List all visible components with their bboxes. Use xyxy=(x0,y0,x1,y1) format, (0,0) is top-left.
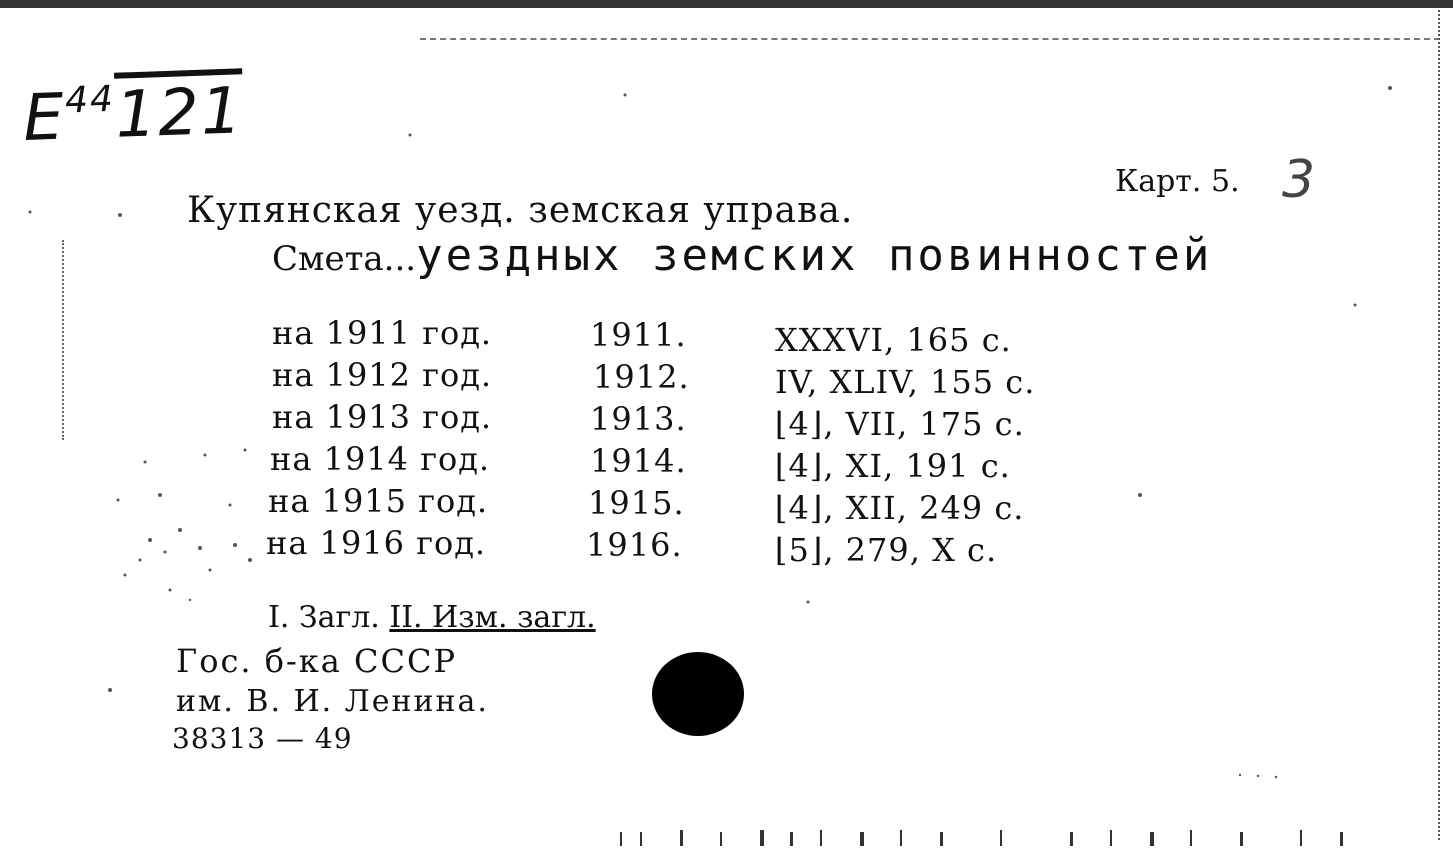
title-note xyxy=(268,600,596,635)
entry-number: 1911. xyxy=(590,316,687,354)
entry-number: 1914. xyxy=(590,442,687,480)
card-handwritten-number: 3 xyxy=(1282,150,1316,210)
card-label: Карт. 5. xyxy=(1115,164,1240,199)
punch-hole xyxy=(652,652,744,736)
shelfmark-letter: E xyxy=(22,80,67,156)
entry-number: 1913. xyxy=(590,400,687,438)
handwritten-shelfmark xyxy=(22,74,245,156)
library-line-2: им. В. И. Ленина. xyxy=(176,684,489,719)
entry-pages: ⌊4⌋, VII, 175 с. xyxy=(775,405,1025,443)
note-struck: II. Изм. загл. xyxy=(389,600,596,635)
library-line-3: 38313 — 49 xyxy=(172,722,353,755)
entry-pages: ⌊4⌋, XI, 191 с. xyxy=(775,447,1011,485)
shelfmark-superscript: 44 xyxy=(64,78,116,122)
entry-year: на 1912 год. xyxy=(272,356,493,394)
entry-pages: ⌊5⌋, 279, X с. xyxy=(775,531,998,569)
left-edge-line xyxy=(62,240,64,440)
entry-year: на 1911 год. xyxy=(272,314,493,352)
entry-number: 1916. xyxy=(586,526,683,564)
entry-year: на 1913 год. xyxy=(272,398,493,436)
library-line-1: Гос. б-ка СССР xyxy=(176,642,458,680)
entry-number: 1915. xyxy=(588,484,685,522)
publisher-heading: Купянская уезд. земская управа. xyxy=(187,190,854,231)
right-edge-line xyxy=(1438,10,1440,840)
title-main: уездных земских повинностей xyxy=(416,230,1213,281)
entry-pages: XXXVI, 165 с. xyxy=(775,321,1012,359)
shelfmark-number: 121 xyxy=(114,74,245,153)
entry-year: на 1915 год. xyxy=(268,482,489,520)
title-prefix: Смета... xyxy=(272,239,417,279)
entry-pages: ⌊4⌋, XII, 249 с. xyxy=(775,489,1025,527)
entry-number: 1912. xyxy=(593,358,690,396)
top-border xyxy=(0,0,1453,8)
top-dashed-line xyxy=(420,38,1440,40)
title-line xyxy=(272,230,1212,281)
entry-year: на 1916 год. xyxy=(266,524,487,562)
note-prefix: I. Загл. xyxy=(268,600,380,635)
entry-pages: IV, XLIV, 155 с. xyxy=(775,363,1036,401)
entry-year: на 1914 год. xyxy=(270,440,491,478)
